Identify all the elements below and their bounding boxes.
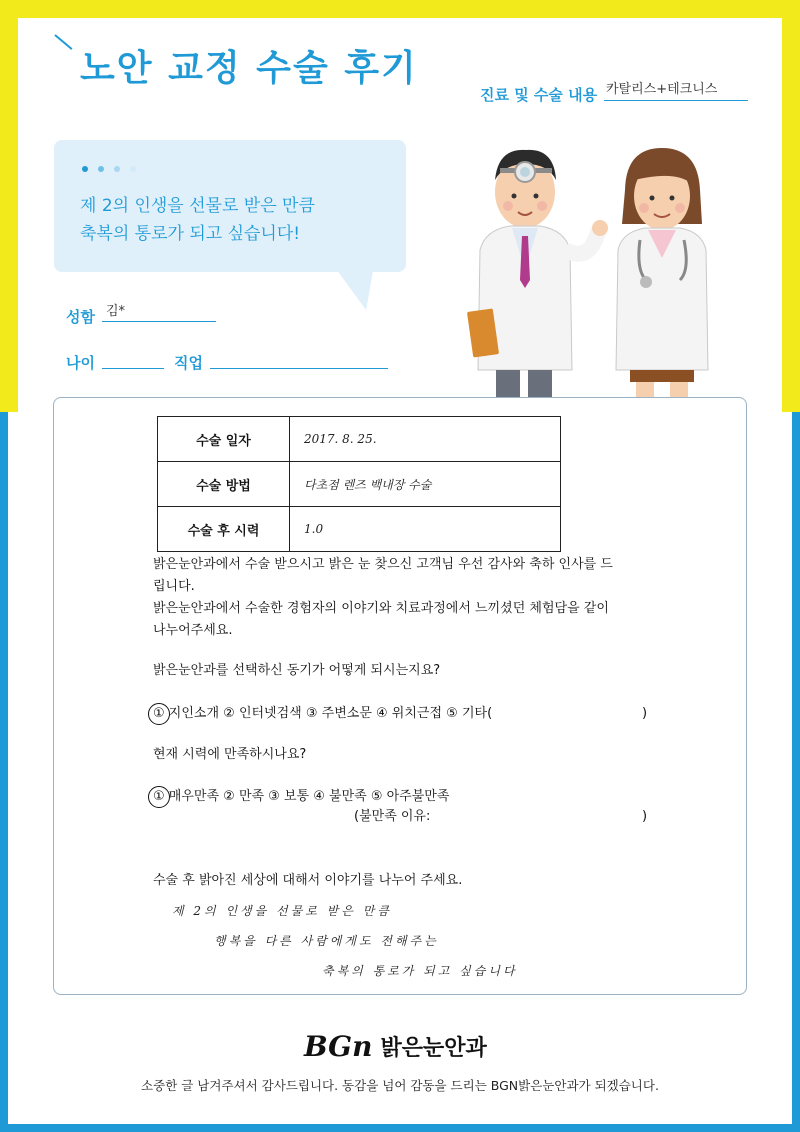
surgery-value: 카탈리스+테크니스 bbox=[606, 82, 718, 97]
table-value-cell: 1.0 bbox=[290, 507, 561, 552]
bubble-line-2: 축복의 통로가 되고 싶습니다! bbox=[80, 224, 301, 244]
surgery-table bbox=[157, 416, 561, 552]
clinic-logo bbox=[304, 1028, 487, 1064]
speech-bubble-tail bbox=[326, 266, 374, 310]
female-doctor bbox=[616, 148, 708, 400]
name-value: 김* bbox=[106, 304, 126, 319]
logo-mark: BGn bbox=[304, 1029, 373, 1063]
dot bbox=[98, 166, 104, 172]
table-row bbox=[158, 462, 561, 507]
intro-line: 립니다. bbox=[153, 579, 195, 594]
question-2-options: ① 매우만족 ② 만족 ③ 보통 ④ 불만족 ⑤ 아주불만족 bbox=[153, 789, 450, 804]
intro-line: 나누어주세요. bbox=[153, 623, 233, 638]
dot bbox=[130, 166, 136, 172]
table-row bbox=[158, 507, 561, 552]
question-2: 현재 시력에 만족하시나요? bbox=[153, 747, 307, 762]
male-doctor bbox=[467, 150, 608, 400]
handwritten-answer-line: 행복을 다른 사람에게도 전해주는 bbox=[214, 934, 439, 948]
bubble-dots bbox=[82, 166, 136, 172]
surgery-underline bbox=[604, 100, 748, 101]
name-label: 성함 bbox=[66, 308, 95, 326]
table-value-cell: 다초점 렌즈 백내장 수술 bbox=[290, 462, 561, 507]
table-header-cell: 수술 일자 bbox=[158, 417, 290, 462]
question-1-options: ① 지인소개 ② 인터넷검색 ③ 주변소문 ④ 위치근접 ⑤ 기타( bbox=[153, 706, 493, 721]
doctors-illustration bbox=[440, 140, 740, 400]
age-label: 나이 bbox=[66, 354, 95, 372]
intro-text bbox=[153, 554, 613, 642]
intro-line: 밝은눈안과에서 수술한 경험자의 이야기와 치료과정에서 느끼셨던 체험담을 같이 bbox=[153, 601, 609, 616]
intro-line: 밝은눈안과에서 수술 받으시고 밝은 눈 찾으신 고객님 우선 감사와 축하 인사를 드 bbox=[153, 557, 613, 572]
job-label: 직업 bbox=[174, 354, 203, 372]
logo-text: 밝은눈안과 bbox=[380, 1035, 487, 1061]
bubble-text bbox=[80, 192, 315, 248]
dot bbox=[82, 166, 88, 172]
surgery-info bbox=[480, 78, 748, 102]
dot bbox=[114, 166, 120, 172]
table-row bbox=[158, 417, 561, 462]
footer-message: 소중한 글 남겨주셔서 감사드립니다. 동감을 넘어 감동을 드리는 BGN밝은눈안과가 되겠습니다. bbox=[141, 1078, 659, 1093]
age-underline bbox=[102, 368, 164, 369]
page-title: 노안 교정 수술 후기 bbox=[80, 48, 418, 89]
speech-bubble bbox=[54, 140, 406, 272]
question-2-reason: (불만족 이유: bbox=[354, 809, 431, 824]
surgery-label: 진료 및 수술 내용 bbox=[480, 86, 598, 104]
bubble-line-1: 제 2의 인생을 선물로 받은 만큼 bbox=[80, 196, 315, 216]
table-value-cell: 2017. 8. 25. bbox=[290, 417, 561, 462]
table-header-cell: 수술 방법 bbox=[158, 462, 290, 507]
job-underline bbox=[210, 368, 388, 369]
survey-form bbox=[53, 397, 747, 995]
handwritten-answer-line: 제 2의 인생을 선물로 받은 만큼 bbox=[172, 904, 392, 918]
table-header-cell: 수술 후 시력 bbox=[158, 507, 290, 552]
question-2-close: ) bbox=[642, 809, 648, 824]
question-1: 밝은눈안과를 선택하신 동기가 어떻게 되시는지요? bbox=[153, 663, 441, 678]
question-1-close: ) bbox=[642, 706, 648, 721]
name-underline bbox=[102, 321, 216, 322]
handwritten-answer-line: 축복의 통로가 되고 싶습니다 bbox=[322, 964, 518, 978]
question-3: 수술 후 밝아진 세상에 대해서 이야기를 나누어 주세요. bbox=[153, 873, 463, 888]
